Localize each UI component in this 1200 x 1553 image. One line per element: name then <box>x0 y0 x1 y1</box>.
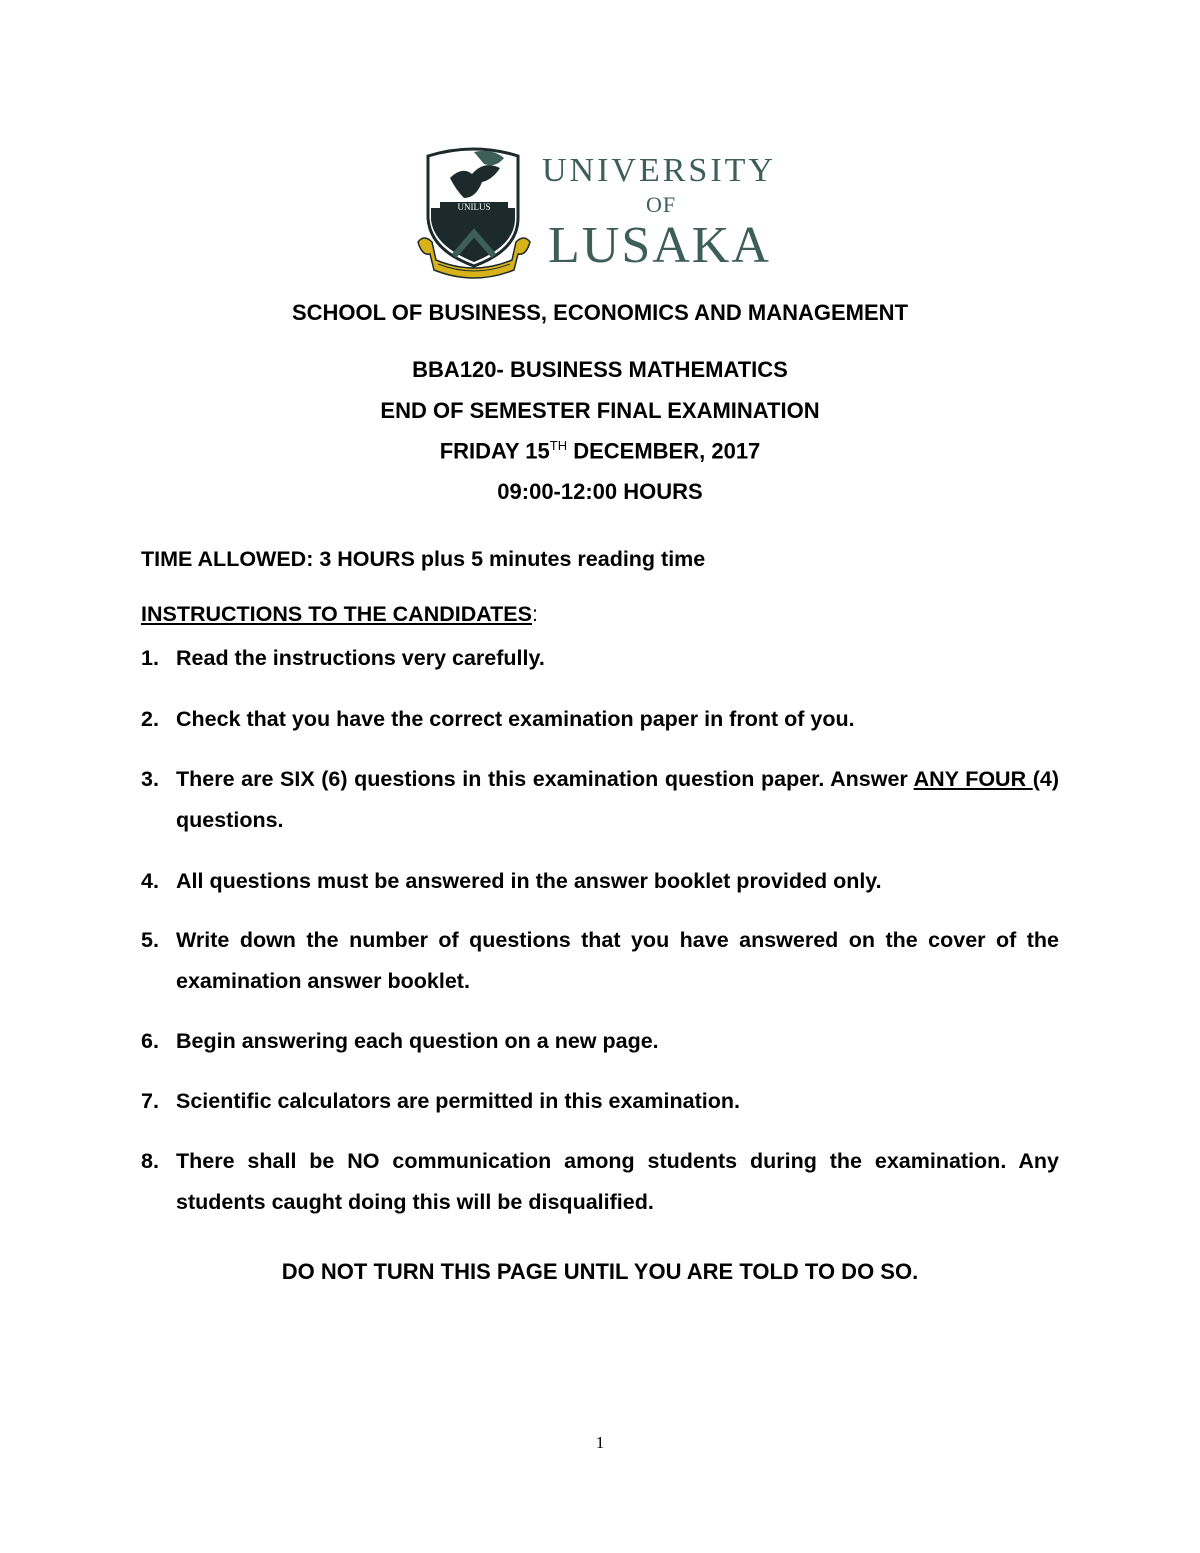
university-logo <box>414 138 790 283</box>
list-item-text <box>176 759 1059 841</box>
list-item-text-c: (4) questions. <box>176 767 1059 832</box>
svg-text:UNILUS: UNILUS <box>457 202 491 212</box>
list-item-text: Check that you have the correct examination paper in front of you. <box>176 707 855 731</box>
page-number: 1 <box>595 1433 605 1452</box>
list-item-number: 4. <box>141 869 159 893</box>
turn-page-warning: DO NOT TURN THIS PAGE UNTIL YOU ARE TOLD TO DO SO. <box>281 1259 919 1284</box>
list-item-number: 5. <box>141 928 159 952</box>
instructions-heading-colon: : <box>532 602 538 626</box>
list-item-number: 2. <box>141 707 159 731</box>
exam-time: 09:00-12:00 HOURS <box>497 479 703 504</box>
logo-line-of: OF <box>646 192 677 217</box>
list-item-emphasis: ANY FOUR <box>913 767 1033 791</box>
instructions-heading-text: INSTRUCTIONS TO THE CANDIDATES <box>141 602 532 626</box>
list-item-text: Scientific calculators are permitted in this examination. <box>176 1089 740 1113</box>
list-item-text: There shall be NO communication among students during the examination. Any students caught doing this will be disqualified. <box>176 1149 1059 1214</box>
time-allowed-label: TIME ALLOWED: <box>141 547 314 571</box>
list-item-number: 3. <box>141 767 159 791</box>
exam-date <box>0 438 1200 464</box>
time-allowed-rest: plus 5 minutes reading time <box>414 547 706 571</box>
list-item-number: 7. <box>141 1089 159 1113</box>
university-crest-icon <box>414 138 534 283</box>
instructions-heading <box>141 602 538 627</box>
list-item-text: Begin answering each question on a new page. <box>176 1029 659 1053</box>
list-item-text: Write down the number of questions that you have answered on the cover of the examination answer booklet. <box>176 928 1059 993</box>
logo-line-university: UNIVERSITY <box>542 152 776 189</box>
time-allowed-value: 3 HOURS <box>313 547 415 571</box>
list-item-number: 6. <box>141 1029 159 1053</box>
exam-title: END OF SEMESTER FINAL EXAMINATION <box>380 398 820 423</box>
logo-line-lusaka: LUSAKA <box>548 217 771 274</box>
exam-date-rest: DECEMBER, 2017 <box>567 438 761 464</box>
exam-date-suffix: TH <box>549 438 568 453</box>
time-allowed <box>141 547 705 572</box>
exam-date-day: FRIDAY 15 <box>439 438 550 464</box>
list-item-text: Read the instructions very carefully. <box>176 646 545 670</box>
school-name: SCHOOL OF BUSINESS, ECONOMICS AND MANAGEMENT <box>291 300 909 325</box>
list-item-text-a: There are SIX (6) questions in this examination question paper. Answer <box>176 767 914 791</box>
list-item-text: All questions must be answered in the answer booklet provided only. <box>176 869 882 893</box>
list-item-number: 8. <box>141 1149 159 1173</box>
list-item-number: 1. <box>141 646 159 670</box>
course-title: BBA120- BUSINESS MATHEMATICS <box>412 357 788 382</box>
